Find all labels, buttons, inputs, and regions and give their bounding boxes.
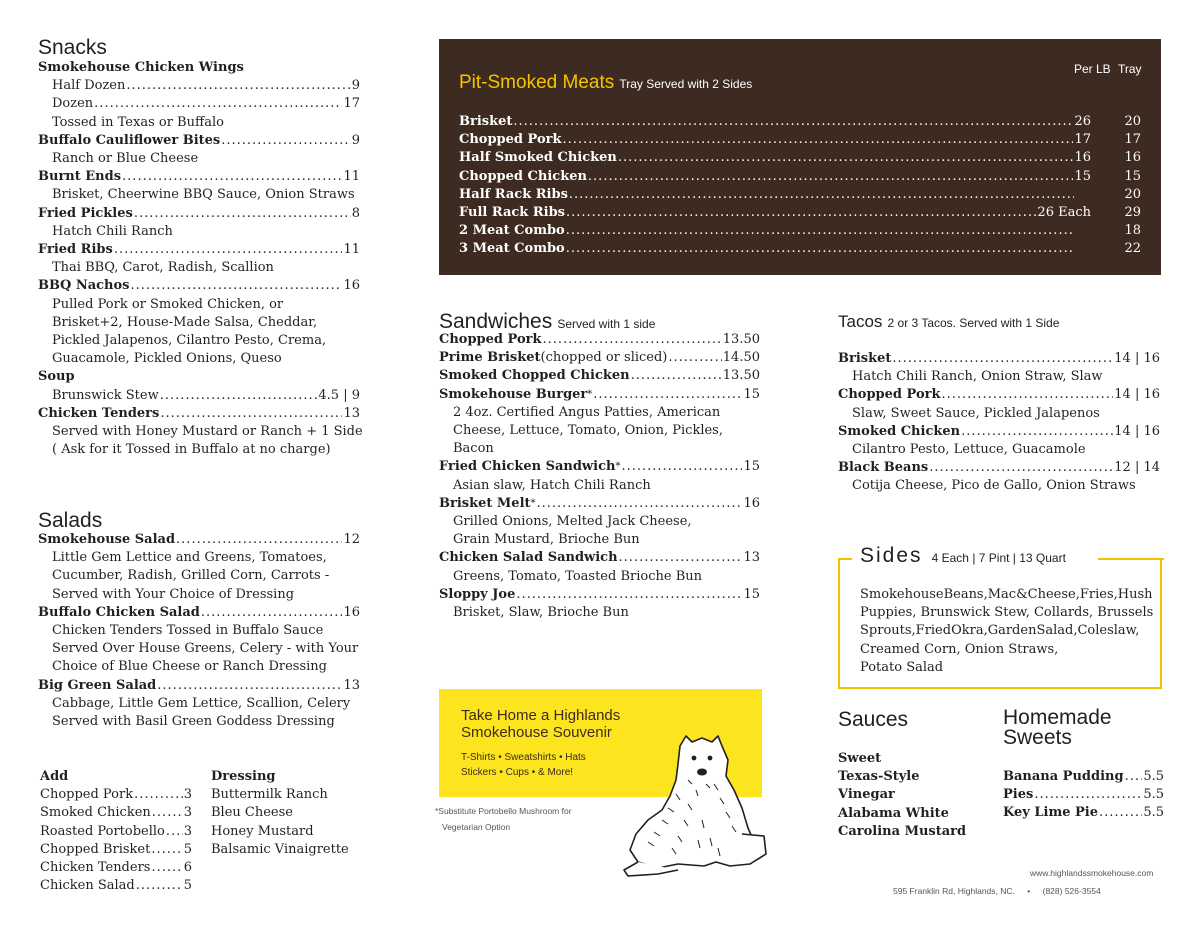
menu-item	[838, 459, 1160, 477]
item-price: 16	[343, 604, 360, 620]
add-name: Smoked Chicken	[40, 805, 151, 821]
souvenir-title-1: Take Home a Highlands	[461, 707, 621, 724]
sauces-list	[838, 750, 988, 841]
item-price: 13	[743, 550, 760, 566]
item-note: *	[587, 388, 593, 400]
item-description: Served with Basil Green Goddess Dressing	[52, 714, 335, 730]
sauce-item: Alabama White	[838, 805, 949, 821]
item-price: 15	[743, 459, 760, 475]
dot-leader	[619, 549, 743, 567]
dot-leader	[566, 240, 1074, 258]
subitem-name: Brunswick Stew	[52, 387, 159, 403]
meat-name: Half Rack Ribs	[459, 186, 568, 202]
dot-leader	[566, 204, 1036, 222]
add-price: 6	[183, 860, 192, 876]
dot-leader	[201, 604, 343, 622]
menu-item	[439, 549, 760, 567]
sides-line: Creamed Corn, Onion Straws,	[860, 641, 1059, 657]
item-name: Soup	[38, 369, 75, 385]
item-description: Bacon	[453, 441, 494, 457]
souvenir-title-2: Smokehouse Souvenir	[461, 724, 612, 741]
item-name: Chopped Pork	[439, 332, 542, 347]
item-description: Served with Honey Mustard or Ranch + 1 Side	[52, 424, 363, 440]
item-price: 16	[743, 495, 760, 511]
dot-leader	[160, 387, 318, 405]
item-description: Thai BBQ, Carot, Radish, Scallion	[52, 260, 274, 276]
menu-item	[38, 205, 360, 223]
meats-col-perlb: Per LB	[1074, 62, 1111, 76]
menu-item	[439, 586, 760, 604]
item-description: Little Gem Lettice and Greens, Tomatoes,	[52, 550, 327, 566]
add-title: Add	[40, 769, 69, 784]
sauce-item: Texas-Style	[838, 769, 920, 785]
meat-name: 2 Meat Combo	[459, 223, 565, 239]
dot-leader	[537, 495, 743, 513]
item-description: Guacamole, Pickled Onions, Queso	[52, 351, 282, 367]
dot-leader	[1034, 786, 1142, 804]
dressing-list	[211, 786, 371, 859]
sweet-name: Banana Pudding	[1003, 769, 1124, 784]
dot-leader	[668, 349, 721, 367]
dot-leader	[114, 241, 343, 259]
meat-price-per-lb: 26	[1074, 114, 1091, 129]
sweets-title-1: Homemade	[1003, 706, 1112, 729]
menu-item	[38, 132, 360, 150]
meat-name: Chopped Pork	[459, 132, 562, 148]
tacos-title: Tacos	[838, 312, 883, 331]
sauce-item: Carolina Mustard	[838, 823, 967, 839]
address: 595 Franklin Rd, Highlands, NC.	[893, 886, 1015, 896]
footer-bullet: •	[1027, 886, 1031, 896]
menu-item	[439, 458, 760, 476]
meats-title: Pit-Smoked Meats	[459, 72, 615, 93]
dot-leader	[152, 804, 183, 822]
dot-leader	[566, 222, 1074, 240]
dot-leader	[588, 168, 1074, 186]
dot-leader	[631, 367, 722, 385]
dot-leader	[593, 386, 742, 404]
sweets-title-2: Sweets	[1003, 726, 1072, 749]
sandwiches-subtitle: Served with 1 side	[557, 317, 656, 331]
menu-item	[38, 368, 360, 386]
menu-item	[38, 531, 360, 549]
item-price: 11	[343, 242, 360, 258]
item-description: ( Ask for it Tossed in Buffalo at no charge)	[52, 442, 331, 458]
snacks-list	[38, 59, 363, 459]
item-description: Brisket+2, House-Made Salsa, Cheddar,	[52, 314, 318, 330]
souvenir-line-1: T-Shirts • Sweatshirts • Hats	[461, 752, 586, 763]
meat-price-tray: 20	[1124, 114, 1141, 129]
sides-line: Sprouts,FriedOkra,GardenSalad,Coleslaw,	[860, 623, 1140, 639]
item-price: 13.50	[722, 368, 760, 384]
item-name: Brisket Melt	[439, 495, 531, 511]
add-price: 3	[183, 823, 192, 839]
item-description: Chicken Tenders Tossed in Buffalo Sauce	[52, 623, 324, 639]
item-name: Prime Brisket	[439, 350, 541, 366]
dot-leader	[122, 168, 342, 186]
item-description: Slaw, Sweet Sauce, Pickled Jalapenos	[852, 405, 1100, 421]
dot-leader	[134, 205, 351, 223]
dot-leader	[166, 823, 183, 841]
meat-item	[459, 222, 1141, 240]
sweet-price: 5.5	[1143, 787, 1164, 803]
sweet-price: 5.5	[1143, 805, 1164, 821]
item-name: Smoked Chicken	[838, 423, 961, 439]
meat-item	[459, 186, 1141, 204]
meats-subtitle: Tray Served with 2 Sides	[619, 77, 753, 91]
meats-heading	[459, 72, 752, 94]
item-name: Fried Ribs	[38, 242, 113, 258]
item-price: 12 | 14	[1114, 460, 1160, 476]
sides-line: Potato Salad	[860, 659, 944, 675]
meat-name: Chopped Chicken	[459, 168, 587, 184]
tacos-subtitle: 2 or 3 Tacos. Served with 1 Side	[887, 316, 1060, 330]
add-name: Chopped Pork	[40, 787, 134, 803]
phone: (828) 526-3554	[1042, 886, 1101, 896]
menu-item	[38, 168, 360, 186]
menu-item	[439, 331, 760, 349]
add-item	[40, 859, 192, 877]
sides-title: Sides	[860, 544, 923, 567]
dot-leader	[563, 131, 1074, 149]
menu-item	[38, 604, 360, 622]
item-description: Served Over House Greens, Celery - with Your	[52, 641, 359, 657]
sweet-name: Pies	[1003, 787, 1034, 803]
item-name: Black Beans	[838, 460, 929, 476]
item-name: Fried Chicken Sandwich	[439, 459, 616, 475]
item-name: Chopped Pork	[838, 387, 941, 403]
add-price: 5	[183, 841, 192, 857]
dot-leader	[621, 458, 742, 476]
dot-leader	[176, 531, 342, 549]
meat-price-per-lb	[1075, 186, 1091, 204]
dot-leader	[151, 859, 182, 877]
meat-price-tray: 20	[1124, 186, 1141, 202]
add-item	[40, 823, 192, 841]
item-name: Fried Pickles	[38, 205, 133, 221]
add-price: 3	[183, 805, 192, 821]
meats-panel	[439, 39, 1161, 275]
sweet-price: 5.5	[1143, 769, 1164, 784]
dot-leader	[543, 331, 722, 349]
meat-name: 3 Meat Combo	[459, 241, 565, 257]
add-item	[40, 841, 192, 859]
add-item	[40, 804, 192, 822]
meat-item	[459, 240, 1141, 258]
menu-item	[838, 350, 1160, 368]
dot-leader	[126, 77, 350, 95]
meat-price-per-lb: 17	[1074, 132, 1091, 148]
dot-leader	[1099, 804, 1142, 822]
subitem-price: 17	[343, 96, 360, 112]
sauce-item: Sweet	[838, 751, 882, 766]
item-name: Smokehouse Salad	[38, 532, 176, 547]
dot-leader	[1125, 768, 1143, 786]
salads-list	[38, 531, 360, 731]
item-price: 14 | 16	[1114, 387, 1160, 403]
meat-item	[459, 131, 1141, 149]
add-price: 3	[183, 787, 192, 803]
subitem-price: 9	[351, 78, 360, 94]
add-name: Chopped Brisket	[40, 841, 151, 857]
sandwiches-list	[439, 331, 760, 622]
dot-leader	[160, 405, 342, 423]
dressing-title: Dressing	[211, 769, 276, 784]
dot-leader	[569, 186, 1074, 204]
menu-item	[38, 277, 360, 295]
menu-subitem	[38, 95, 360, 113]
dressing-item: Bleu Cheese	[211, 805, 293, 821]
meat-name: Full Rack Ribs	[459, 205, 565, 221]
souvenir-line-2: Stickers • Cups • & More!	[461, 767, 574, 778]
item-description: Brisket, Slaw, Brioche Bun	[453, 605, 629, 621]
meat-item	[459, 204, 1141, 222]
item-description: Served with Your Choice of Dressing	[52, 586, 295, 602]
item-name: Smokehouse Chicken Wings	[38, 60, 244, 75]
item-price: 11	[343, 169, 360, 185]
sides-line: Puppies, Brunswick Stew, Collards, Brussels	[860, 605, 1154, 621]
meat-item	[459, 113, 1141, 131]
meat-item	[459, 149, 1141, 167]
item-description: Cabbage, Little Gem Lettice, Scallion, Celery	[52, 695, 351, 711]
item-price: 9	[351, 132, 360, 148]
dressing-item: Honey Mustard	[211, 823, 314, 839]
item-description: Brisket, Cheerwine BBQ Sauce, Onion Straws	[52, 187, 355, 203]
item-name: Buffalo Chicken Salad	[38, 604, 200, 620]
menu-item	[38, 677, 360, 695]
menu-subitem	[38, 77, 360, 95]
add-name: Roasted Portobello	[40, 823, 165, 839]
meats-col-tray: Tray	[1118, 62, 1142, 76]
item-name: Smokehouse Burger	[439, 386, 588, 402]
item-description: Choice of Blue Cheese or Ranch Dressing	[52, 659, 327, 675]
menu-subitem	[38, 387, 360, 405]
meat-price-tray: 18	[1124, 223, 1141, 239]
item-name: Chicken Salad Sandwich	[439, 550, 618, 566]
meat-price-per-lb	[1075, 240, 1091, 258]
meat-price-tray: 22	[1124, 241, 1141, 257]
website: www.highlandssmokehouse.com	[1030, 868, 1154, 878]
meat-price-tray: 29	[1124, 205, 1141, 221]
item-description: Pulled Pork or Smoked Chicken, or	[52, 296, 284, 312]
item-description: Asian slaw, Hatch Chili Ranch	[453, 477, 651, 493]
menu-item	[38, 405, 360, 423]
item-price: 14 | 16	[1114, 423, 1160, 439]
dressing-item: Buttermilk Ranch	[211, 787, 328, 803]
dot-leader	[618, 149, 1074, 167]
bear-illustration	[618, 724, 768, 879]
item-name: Buffalo Cauliflower Bites	[38, 132, 221, 148]
meat-price-per-lb	[1075, 222, 1091, 240]
meat-name: Brisket	[459, 114, 513, 129]
dot-leader	[929, 459, 1113, 477]
add-item	[40, 877, 192, 895]
dot-leader	[516, 586, 742, 604]
footnote-line-2: Vegetarian Option	[442, 822, 511, 832]
dot-leader	[134, 786, 183, 804]
add-list	[40, 786, 192, 895]
menu-item	[439, 349, 760, 367]
dot-leader	[151, 841, 182, 859]
item-name: Chicken Tenders	[38, 405, 160, 421]
sides-heading	[860, 544, 1066, 568]
menu-item	[838, 423, 1160, 441]
item-note: *	[530, 497, 536, 509]
dot-leader	[157, 677, 342, 695]
item-description: Grain Mustard, Brioche Bun	[453, 532, 640, 548]
item-note: (chopped or sliced)	[540, 350, 668, 366]
menu-item	[439, 386, 760, 404]
item-name: Smoked Chopped Chicken	[439, 368, 630, 384]
item-price: 14 | 16	[1114, 351, 1160, 366]
add-item	[40, 786, 192, 804]
subitem-name: Dozen	[52, 96, 94, 112]
item-name: BBQ Nachos	[38, 278, 130, 294]
add-name: Chicken Tenders	[40, 860, 151, 876]
tacos-list	[838, 350, 1160, 496]
item-note: *	[615, 461, 621, 473]
meat-name: Half Smoked Chicken	[459, 150, 617, 166]
item-description: Pickled Jalapenos, Cilantro Pesto, Crema,	[52, 333, 327, 349]
item-description: Tossed in Texas or Buffalo	[52, 114, 224, 130]
sweet-item	[1003, 804, 1164, 822]
item-name: Big Green Salad	[38, 677, 157, 693]
item-price: 14.50	[722, 350, 760, 366]
sides-subtitle: 4 Each | 7 Pint | 13 Quart	[931, 551, 1066, 565]
add-price: 5	[183, 878, 192, 894]
subitem-price: 4.5 | 9	[318, 387, 360, 403]
sweets-list	[1003, 768, 1164, 823]
item-description: Cheese, Lettuce, Tomato, Onion, Pickles,	[453, 423, 723, 439]
footnote-line-1: *Substitute Portobello Mushroom for	[435, 806, 572, 816]
snacks-title: Snacks	[38, 36, 107, 59]
item-description: Hatch Chili Ranch, Onion Straw, Slaw	[852, 369, 1103, 385]
dot-leader	[961, 423, 1113, 441]
item-name: Burnt Ends	[38, 169, 122, 185]
meat-price-per-lb: 16	[1074, 150, 1091, 166]
sandwiches-title: Sandwiches	[439, 310, 553, 333]
sides-list	[860, 586, 1160, 677]
item-description: Cilantro Pesto, Lettuce, Guacamole	[852, 442, 1086, 458]
footer-contact	[893, 886, 1101, 896]
item-description: Greens, Tomato, Toasted Brioche Bun	[453, 568, 702, 584]
sides-line: SmokehouseBeans,Mac&Cheese,Fries,Hush	[860, 587, 1153, 602]
item-price: 8	[351, 205, 360, 221]
meat-price-per-lb: 26 Each	[1037, 205, 1091, 221]
item-description: Ranch or Blue Cheese	[52, 151, 199, 167]
add-section	[40, 768, 192, 895]
item-description: Grilled Onions, Melted Jack Cheese,	[453, 514, 692, 530]
item-price: 13.50	[722, 332, 760, 347]
dot-leader	[221, 132, 350, 150]
meat-price-tray: 16	[1124, 150, 1141, 166]
dressing-section	[211, 768, 371, 859]
item-description: Cotija Cheese, Pico de Gallo, Onion Straws	[852, 478, 1136, 494]
dot-leader	[136, 877, 183, 895]
meat-item	[459, 168, 1141, 186]
menu-item	[838, 386, 1160, 404]
item-price: 16	[343, 278, 360, 294]
item-name: Sloppy Joe	[439, 586, 516, 602]
menu-item	[439, 495, 760, 513]
dot-leader	[942, 386, 1114, 404]
dot-leader	[94, 95, 342, 113]
sweet-item	[1003, 786, 1164, 804]
dot-leader	[131, 277, 343, 295]
meats-list	[459, 113, 1141, 259]
item-name: Brisket	[838, 351, 892, 366]
dot-leader	[513, 113, 1073, 131]
item-price: 13	[343, 405, 360, 421]
meat-price-tray: 17	[1124, 132, 1141, 148]
sauce-item: Vinegar	[838, 787, 895, 803]
dot-leader	[892, 350, 1113, 368]
item-description: Hatch Chili Ranch	[52, 223, 173, 239]
meat-price-per-lb: 15	[1074, 168, 1091, 184]
subitem-name: Half Dozen	[52, 78, 126, 94]
meat-price-tray: 15	[1124, 168, 1141, 184]
item-description: 2 4oz. Certified Angus Patties, American	[453, 404, 721, 420]
item-price: 15	[743, 386, 760, 402]
sauces-title: Sauces	[838, 708, 909, 731]
item-price: 15	[743, 586, 760, 602]
sweet-item	[1003, 768, 1164, 786]
add-name: Chicken Salad	[40, 878, 135, 894]
menu-item	[38, 241, 360, 259]
item-price: 12	[343, 532, 360, 547]
dressing-item: Balsamic Vinaigrette	[211, 841, 349, 857]
tacos-heading	[838, 312, 1059, 332]
item-description: Cucumber, Radish, Grilled Corn, Carrots -	[52, 568, 330, 584]
salads-title: Salads	[38, 509, 103, 532]
menu-item	[38, 59, 360, 77]
item-price: 13	[343, 677, 360, 693]
menu-item	[439, 367, 760, 385]
sweet-name: Key Lime Pie	[1003, 805, 1098, 821]
